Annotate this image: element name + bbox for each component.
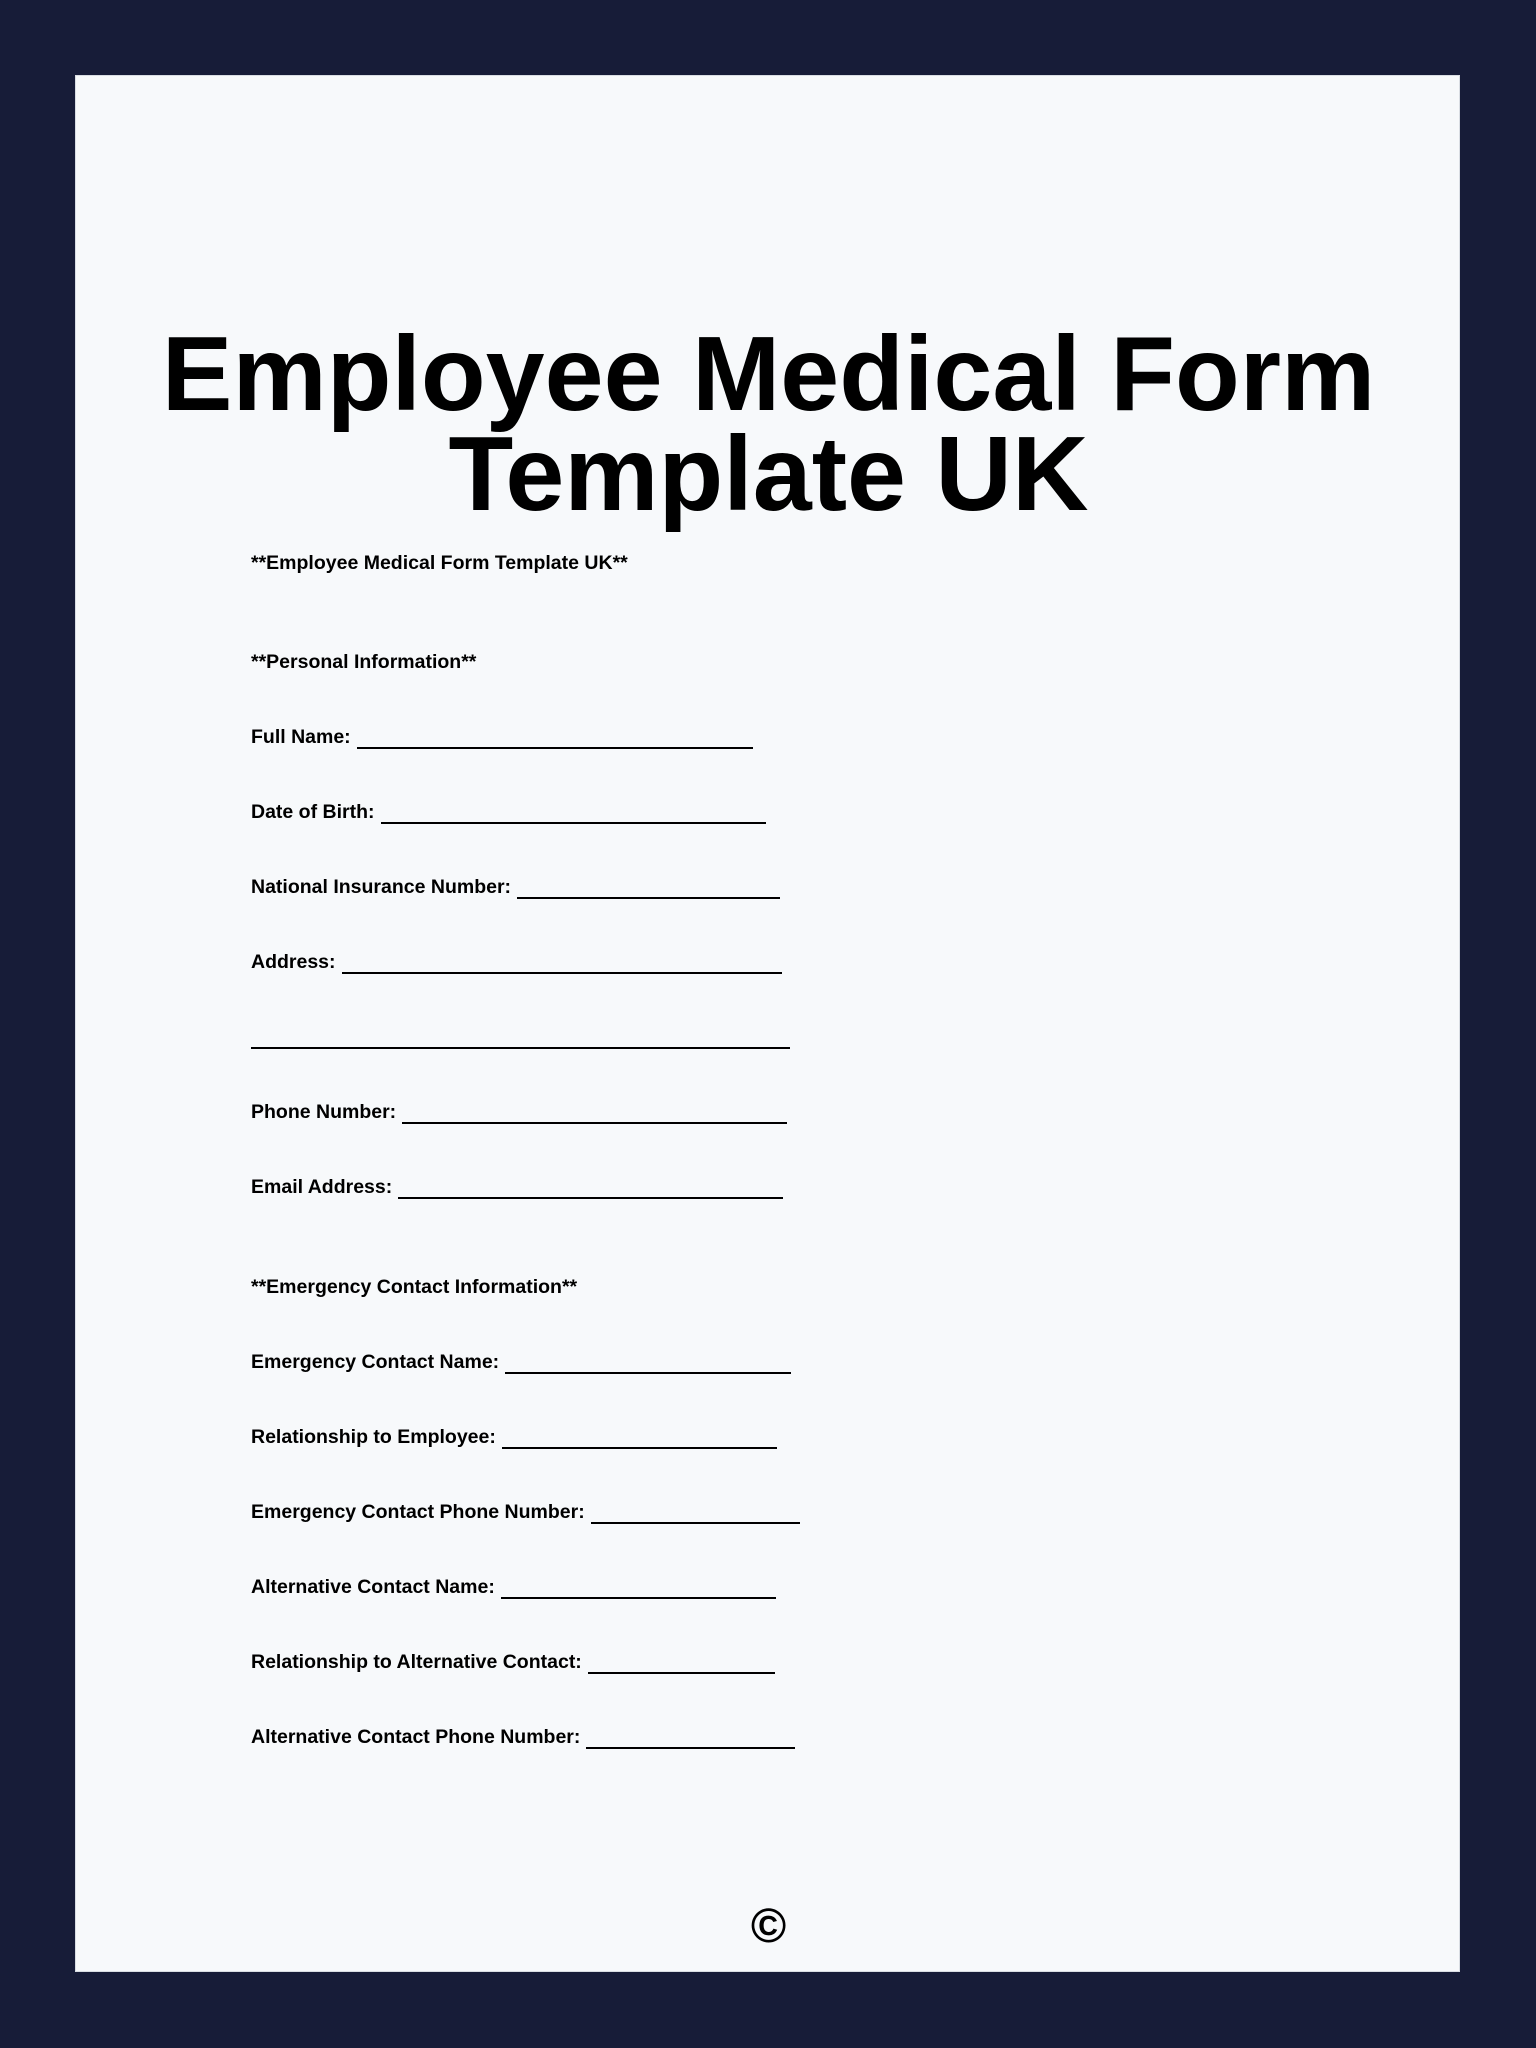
- phone-number-row: [251, 1100, 787, 1124]
- alternative-contact-phone-row: [251, 1725, 795, 1749]
- document-title: [76, 315, 1461, 533]
- ni-number-row: [251, 875, 780, 899]
- emergency-contact-name-field[interactable]: [505, 1352, 791, 1374]
- emergency-contact-name-row: [251, 1350, 791, 1374]
- copyright-symbol: ©: [750, 1900, 787, 1953]
- alternative-relationship-label: Relationship to Alternative Contact:: [251, 1651, 582, 1673]
- address-field-line-1[interactable]: [342, 952, 782, 974]
- emergency-contact-heading: **Emergency Contact Information**: [251, 1276, 578, 1298]
- alternative-contact-name-row: [251, 1575, 776, 1599]
- emergency-contact-phone-field[interactable]: [591, 1502, 800, 1524]
- title-line-1: Employee Medical Form: [161, 315, 1376, 433]
- phone-number-field[interactable]: [402, 1102, 787, 1124]
- alternative-contact-phone-field[interactable]: [586, 1727, 795, 1749]
- full-name-label: Full Name:: [251, 726, 351, 748]
- address-field-line-2[interactable]: [251, 1027, 790, 1049]
- alternative-relationship-field[interactable]: [588, 1652, 775, 1674]
- address-row: [251, 950, 782, 974]
- ni-number-label: National Insurance Number:: [251, 876, 512, 898]
- email-address-label: Email Address:: [251, 1176, 393, 1198]
- address-label: Address:: [251, 951, 336, 973]
- relationship-to-employee-row: [251, 1425, 777, 1449]
- relationship-to-employee-field[interactable]: [502, 1427, 777, 1449]
- emergency-contact-name-label: Emergency Contact Name:: [251, 1351, 500, 1373]
- document-page: [75, 75, 1460, 1972]
- alternative-contact-name-field[interactable]: [501, 1577, 776, 1599]
- alternative-contact-name-label: Alternative Contact Name:: [251, 1576, 495, 1598]
- date-of-birth-field[interactable]: [381, 802, 766, 824]
- ni-number-field[interactable]: [517, 877, 780, 899]
- email-address-row: [251, 1175, 783, 1199]
- address-continuation-row: [251, 1025, 790, 1049]
- full-name-row: [251, 725, 753, 749]
- alternative-relationship-row: [251, 1650, 775, 1674]
- full-name-field[interactable]: [357, 727, 753, 749]
- email-address-field[interactable]: [398, 1177, 783, 1199]
- title-line-2: Template UK: [448, 415, 1089, 533]
- personal-info-heading: **Personal Information**: [251, 651, 477, 673]
- emergency-contact-phone-label: Emergency Contact Phone Number:: [251, 1501, 585, 1523]
- alternative-contact-phone-label: Alternative Contact Phone Number:: [251, 1726, 581, 1748]
- date-of-birth-row: [251, 800, 766, 824]
- date-of-birth-label: Date of Birth:: [251, 801, 375, 823]
- phone-number-label: Phone Number:: [251, 1101, 397, 1123]
- relationship-to-employee-label: Relationship to Employee:: [251, 1426, 496, 1448]
- emergency-contact-phone-row: [251, 1500, 800, 1524]
- form-subtitle: **Employee Medical Form Template UK**: [251, 552, 628, 574]
